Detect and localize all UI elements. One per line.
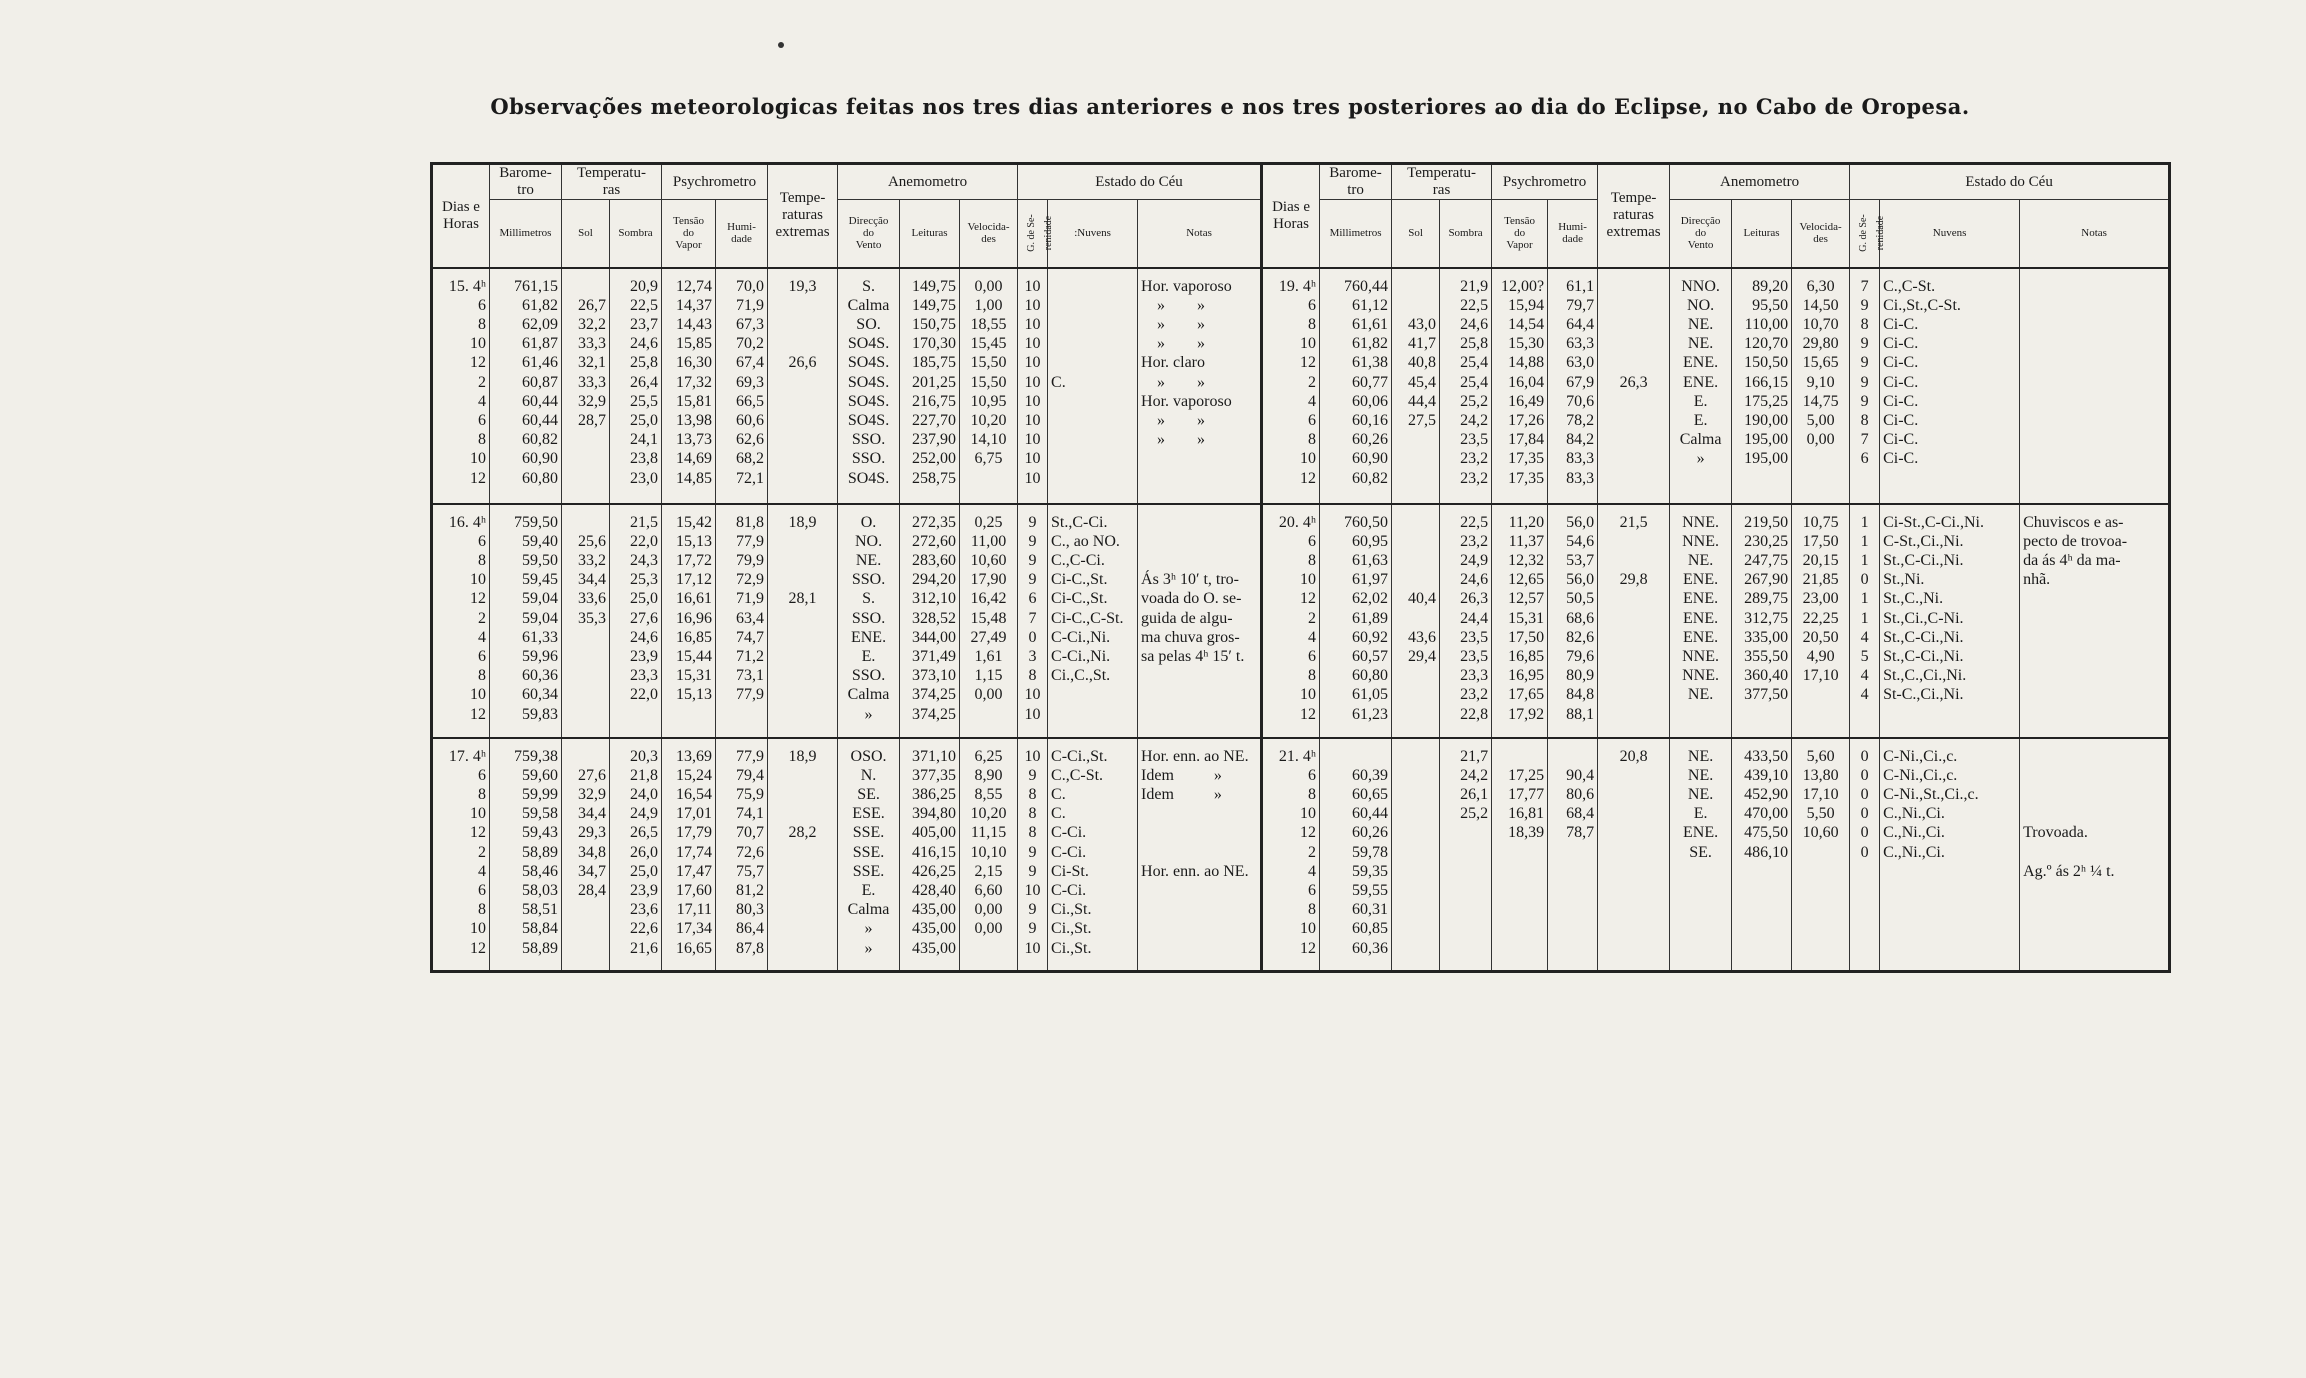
- humid-cell: 77,9 79,4 75,9 74,1 70,7 72,6 75,7 81,2 80,3 86,4 87,8: [716, 738, 768, 972]
- nuvens-cell: C.: [1048, 268, 1138, 504]
- direccao-cell-right: NNO. NO. NE. NE. ENE. ENE. E. E. Calma »: [1670, 268, 1732, 504]
- leituras-cell: 371,10 377,35 386,25 394,80 405,00 416,15 426,25 428,40 435,00 435,00 435,00: [900, 738, 960, 972]
- estado-header-right: Estado do Céu: [1850, 164, 2170, 200]
- baro-cell: 761,15 61,82 62,09 61,87 61,46 60,87 60,44 60,44 60,82 60,90 60,80: [490, 268, 562, 504]
- dias-cell: 15. 4ʰ 6 8 10 12 2 4 6 8 10 12: [432, 268, 490, 504]
- barometro-header-right: Barome- tro: [1320, 164, 1392, 200]
- extremas-cell: 19,3 26,6: [768, 268, 838, 504]
- temperaturas-header-right: Temperatu- ras: [1392, 164, 1492, 200]
- dias-cell: 16. 4ʰ 6 8 10 12 2 4 6 8 10 12: [432, 504, 490, 738]
- humidade-header-right: Humi- dade: [1548, 200, 1598, 268]
- velocidades-cell-right: 6,30 14,50 10,70 29,80 15,65 9,10 14,75 5,00 0,00: [1792, 268, 1850, 504]
- velocidades-cell: 6,25 8,90 8,55 10,20 11,15 10,10 2,15 6,60 0,00 0,00: [960, 738, 1018, 972]
- tensao-cell-right: 17,25 17,77 16,81 18,39: [1492, 738, 1548, 972]
- velocidades-header-right: Velocida- des: [1792, 200, 1850, 268]
- serenidade-header-text: G. de Se- renidade: [1025, 214, 1054, 252]
- serenidade-cell-right: 0 0 0 0 0 0: [1850, 738, 1880, 972]
- temp-extremas-header: Tempe- raturas extremas: [768, 164, 838, 268]
- serenidade-cell: 10 9 8 8 8 9 9 10 9 9 10: [1018, 738, 1048, 972]
- leituras-header: Leituras: [900, 200, 960, 268]
- serenidade-header-right-text: G. de Se- renidade: [1857, 214, 1886, 252]
- temperaturas-header: Temperatu- ras: [562, 164, 662, 200]
- sol-cell: 27,6 32,9 34,4 29,3 34,8 34,7 28,4: [562, 738, 610, 972]
- notas-cell: Hor. enn. ao NE. Idem » Idem » Hor. enn. ao NE.: [1138, 738, 1262, 972]
- tensao-header: Tensão do Vapor: [662, 200, 716, 268]
- leituras-cell: 272,35 272,60 283,60 294,20 312,10 328,52 344,00 371,49 373,10 374,25 374,25: [900, 504, 960, 738]
- serenidade-header-right: [1850, 200, 1886, 268]
- leituras-header-right: Leituras: [1732, 200, 1792, 268]
- psychrometro-header: Psychrometro: [662, 164, 768, 200]
- estado-header: Estado do Céu: [1018, 164, 1262, 200]
- notas-cell: Ás 3ʰ 10′ t, tro- voada do O. se- guida de algu- ma chuva gros- sa pelas 4ʰ 15′ t.: [1138, 504, 1262, 738]
- velocidades-header: Velocida- des: [960, 200, 1018, 268]
- baro-cell: 759,50 59,40 59,50 59,45 59,04 59,04 61,33 59,96 60,36 60,34 59,83: [490, 504, 562, 738]
- extremas-cell-right: 26,3: [1598, 268, 1670, 504]
- day-band-row: [432, 268, 2170, 504]
- dias-cell-right: 21. 4ʰ 6 8 10 12 2 4 6 8 10 12: [1262, 738, 1320, 972]
- dias-cell-right: 20. 4ʰ 6 8 10 12 2 4 6 8 10 12: [1262, 504, 1320, 738]
- psychrometro-header-right: Psychrometro: [1492, 164, 1598, 200]
- nuvens-cell-right: C.,C-St. Ci.,St.,C-St. Ci-C. Ci-C. Ci-C. Ci-C. Ci-C. Ci-C. Ci-C. Ci-C.: [1880, 268, 2020, 504]
- sombra-cell-right: 21,7 24,2 26,1 25,2: [1440, 738, 1492, 972]
- direccao-header-right: Direcção do Vento: [1670, 200, 1732, 268]
- ink-dot: [778, 42, 784, 48]
- humidade-header: Humi- dade: [716, 200, 768, 268]
- humid-cell: 70,0 71,9 67,3 70,2 67,4 69,3 66,5 60,6 62,6 68,2 72,1: [716, 268, 768, 504]
- leituras-cell-right: 219,50 230,25 247,75 267,90 289,75 312,75 335,00 355,50 360,40 377,50: [1732, 504, 1792, 738]
- temp-extremas-header-right: Tempe- raturas extremas: [1598, 164, 1670, 268]
- sombra-header: Sombra: [610, 200, 662, 268]
- sombra-cell: 21,5 22,0 24,3 25,3 25,0 27,6 24,6 23,9 23,3 22,0: [610, 504, 662, 738]
- notas-cell-right: Chuviscos e as- pecto de trovoa- da ás 4ʰ da ma- nhã.: [2020, 504, 2170, 738]
- baro-cell: 759,38 59,60 59,99 59,58 59,43 58,89 58,46 58,03 58,51 58,84 58,89: [490, 738, 562, 972]
- sombra-cell-right: 21,9 22,5 24,6 25,8 25,4 25,4 25,2 24,2 23,5 23,2 23,2: [1440, 268, 1492, 504]
- baro-cell-right: 760,44 61,12 61,61 61,82 61,38 60,77 60,06 60,16 60,26 60,90 60,82: [1320, 268, 1392, 504]
- tensao-cell: 13,69 15,24 16,54 17,01 17,79 17,74 17,47 17,60 17,11 17,34 16,65: [662, 738, 716, 972]
- nuvens-header: :Nuvens: [1048, 200, 1138, 268]
- notas-cell-right: Trovoada. Ag.º ás 2ʰ ¼ t.: [2020, 738, 2170, 972]
- serenidade-cell: 9 9 9 9 6 7 0 3 8 10 10: [1018, 504, 1048, 738]
- nuvens-cell-right: C-Ni.,Ci.,c. C-Ni.,Ci.,c. C-Ni.,St.,Ci.,c. C.,Ni.,Ci. C.,Ni.,Ci. C.,Ni.,Ci.: [1880, 738, 2020, 972]
- serenidade-cell: 10 10 10 10 10 10 10 10 10 10 10: [1018, 268, 1048, 504]
- extremas-cell: 18,9 28,2: [768, 738, 838, 972]
- extremas-cell: 18,9 28,1: [768, 504, 838, 738]
- tensao-cell: 12,74 14,37 14,43 15,85 16,30 17,32 15,81 13,98 13,73 14,69 14,85: [662, 268, 716, 504]
- notas-cell: Hor. vaporoso » » » » » » Hor. claro » » Hor. vaporoso » » » »: [1138, 268, 1262, 504]
- velocidades-cell: 0,25 11,00 10,60 17,90 16,42 15,48 27,49 1,61 1,15 0,00: [960, 504, 1018, 738]
- baro-cell-right: 760,50 60,95 61,63 61,97 62,02 61,89 60,92 60,57 60,80 61,05 61,23: [1320, 504, 1392, 738]
- dias-header-right: Dias e Horas: [1262, 164, 1320, 268]
- serenidade-cell-right: 7 9 8 9 9 9 9 8 7 6: [1850, 268, 1880, 504]
- baro-cell-right: 60,39 60,65 60,44 60,26 59,78 59,35 59,55 60,31 60,85 60,36: [1320, 738, 1392, 972]
- tensao-cell-right: 12,00? 15,94 14,54 15,30 14,88 16,04 16,49 17,26 17,84 17,35 17,35: [1492, 268, 1548, 504]
- tensao-cell: 15,42 15,13 17,72 17,12 16,61 16,96 16,85 15,44 15,31 15,13: [662, 504, 716, 738]
- nuvens-cell: C-Ci.,St. C.,C-St. C. C. C-Ci. C-Ci. Ci-St. C-Ci. Ci.,St. Ci.,St. Ci.,St.: [1048, 738, 1138, 972]
- millimetros-header: Millimetros: [490, 200, 562, 268]
- direccao-header: Direcção do Vento: [838, 200, 900, 268]
- velocidades-cell-right: 10,75 17,50 20,15 21,85 23,00 22,25 20,50 4,90 17,10: [1792, 504, 1850, 738]
- direccao-cell: S. Calma SO. SO4S. SO4S. SO4S. SO4S. SO4S. SSO. SSO. SO4S.: [838, 268, 900, 504]
- extremas-cell-right: 21,5 29,8: [1598, 504, 1670, 738]
- sol-cell: 25,6 33,2 34,4 33,6 35,3: [562, 504, 610, 738]
- day-band-row: [432, 738, 2170, 972]
- sol-header-right: Sol: [1392, 200, 1440, 268]
- sombra-header-right: Sombra: [1440, 200, 1492, 268]
- nuvens-cell-right: Ci-St.,C-Ci.,Ni. C-St.,Ci.,Ni. St.,C-Ci.,Ni. St.,Ni. St.,C.,Ni. St.,Ci.,C-Ni. St.,C-Ci.,Ni. St.,C-Ci.,Ni. St.,C.,Ci.,Ni. St-C.,Ci.,Ni.: [1880, 504, 2020, 738]
- header-row-top: [432, 164, 2170, 200]
- barometro-header: Barome- tro: [490, 164, 562, 200]
- direccao-cell-right: NNE. NNE. NE. ENE. ENE. ENE. ENE. NNE. NNE. NE.: [1670, 504, 1732, 738]
- dias-cell-right: 19. 4ʰ 6 8 10 12 2 4 6 8 10 12: [1262, 268, 1320, 504]
- dias-header: Dias e Horas: [432, 164, 490, 268]
- direccao-cell: O. NO. NE. SSO. S. SSO. ENE. E. SSO. Calma »: [838, 504, 900, 738]
- sol-cell-right: 40,4 43,6 29,4: [1392, 504, 1440, 738]
- leituras-cell: 149,75 149,75 150,75 170,30 185,75 201,25 216,75 227,70 237,90 252,00 258,75: [900, 268, 960, 504]
- page-title: Observações meteorologicas feitas nos tres dias anteriores e nos tres posteriores ao dia do Eclipse, no Cabo de Oropesa.: [490, 94, 1970, 119]
- sol-cell: 26,7 32,2 33,3 32,1 33,3 32,9 28,7: [562, 268, 610, 504]
- velocidades-cell: 0,00 1,00 18,55 15,45 15,50 15,50 10,95 10,20 14,10 6,75: [960, 268, 1018, 504]
- sol-cell-right: 43,0 41,7 40,8 45,4 44,4 27,5: [1392, 268, 1440, 504]
- humid-cell-right: 56,0 54,6 53,7 56,0 50,5 68,6 82,6 79,6 80,9 84,8 88,1: [1548, 504, 1598, 738]
- tensao-cell-right: 11,20 11,37 12,32 12,65 12,57 15,31 17,50 16,85 16,95 17,65 17,92: [1492, 504, 1548, 738]
- tensao-header-right: Tensão do Vapor: [1492, 200, 1548, 268]
- humid-cell-right: 90,4 80,6 68,4 78,7: [1548, 738, 1598, 972]
- serenidade-cell-right: 1 1 1 0 1 1 4 5 4 4: [1850, 504, 1880, 738]
- leituras-cell-right: 433,50 439,10 452,90 470,00 475,50 486,10: [1732, 738, 1792, 972]
- extremas-cell-right: 20,8: [1598, 738, 1670, 972]
- sombra-cell: 20,9 22,5 23,7 24,6 25,8 26,4 25,5 25,0 24,1 23,8 23,0: [610, 268, 662, 504]
- direccao-cell: OSO. N. SE. ESE. SSE. SSE. SSE. E. Calma » »: [838, 738, 900, 972]
- anemometro-header: Anemometro: [838, 164, 1018, 200]
- direccao-cell-right: NE. NE. NE. E. ENE. SE.: [1670, 738, 1732, 972]
- serenidade-header: [1018, 200, 1054, 268]
- millimetros-header-right: Millimetros: [1320, 200, 1392, 268]
- nuvens-header-right: Nuvens: [1880, 200, 2020, 268]
- velocidades-cell-right: 5,60 13,80 17,10 5,50 10,60: [1792, 738, 1850, 972]
- humid-cell: 81,8 77,9 79,9 72,9 71,9 63,4 74,7 71,2 73,1 77,9: [716, 504, 768, 738]
- notas-header: Notas: [1138, 200, 1262, 268]
- notas-header-right: Notas: [2020, 200, 2170, 268]
- day-band-row: [432, 504, 2170, 738]
- observations-table: [430, 162, 2171, 973]
- sombra-cell-right: 22,5 23,2 24,9 24,6 26,3 24,4 23,5 23,5 23,3 23,2 22,8: [1440, 504, 1492, 738]
- notas-cell-right: [2020, 268, 2170, 504]
- sol-cell-right: [1392, 738, 1440, 972]
- dias-cell: 17. 4ʰ 6 8 10 12 2 4 6 8 10 12: [432, 738, 490, 972]
- sol-header: Sol: [562, 200, 610, 268]
- sombra-cell: 20,3 21,8 24,0 24,9 26,5 26,0 25,0 23,9 23,6 22,6 21,6: [610, 738, 662, 972]
- observations-body: [432, 268, 2170, 972]
- leituras-cell-right: 89,20 95,50 110,00 120,70 150,50 166,15 175,25 190,00 195,00 195,00: [1732, 268, 1792, 504]
- anemometro-header-right: Anemometro: [1670, 164, 1850, 200]
- humid-cell-right: 61,1 79,7 64,4 63,3 63,0 67,9 70,6 78,2 84,2 83,3 83,3: [1548, 268, 1598, 504]
- nuvens-cell: St.,C-Ci. C., ao NO. C.,C-Ci. Ci-C.,St. Ci-C.,St. Ci-C.,C-St. C-Ci.,Ni. C-Ci.,Ni. Ci.,C.,St.: [1048, 504, 1138, 738]
